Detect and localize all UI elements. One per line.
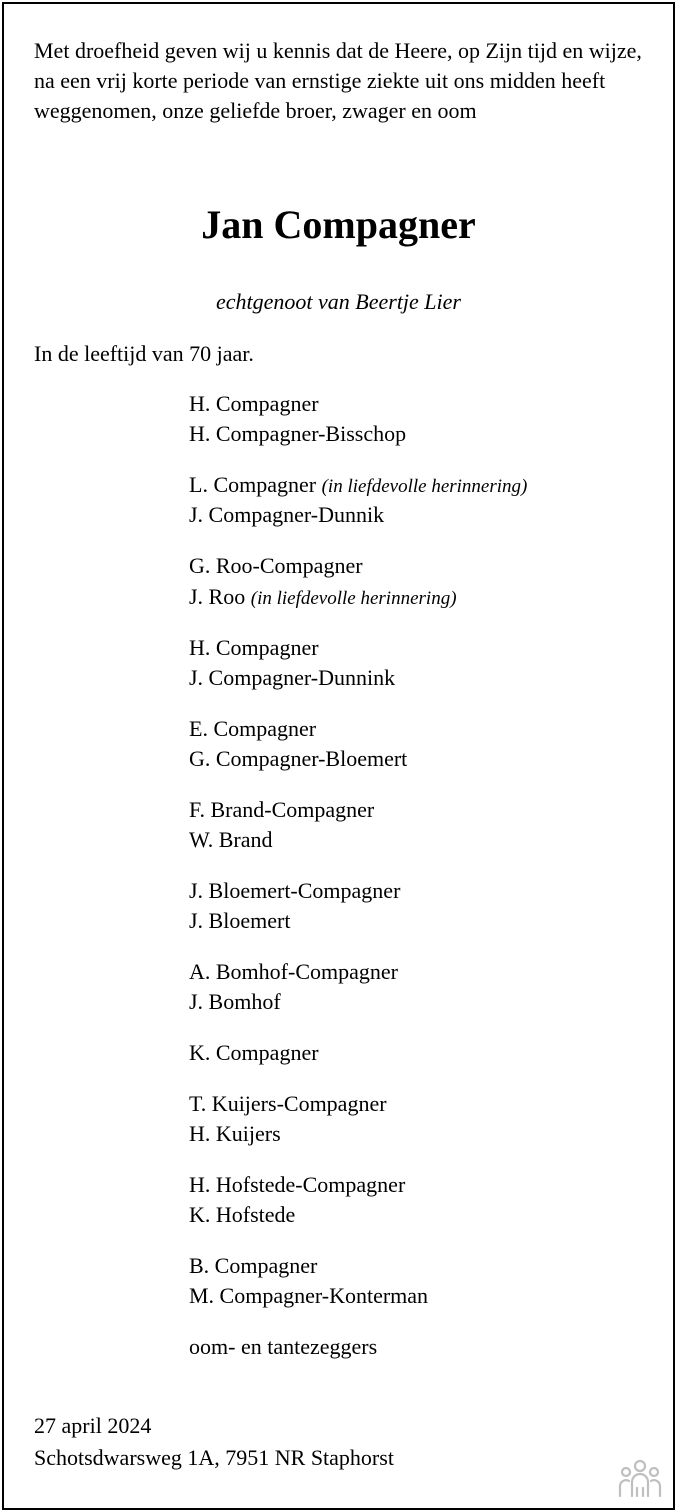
family-line: J. Bomhof xyxy=(189,989,281,1014)
family-line: E. Compagner xyxy=(189,716,317,741)
family-line: H. Compagner-Bisschop xyxy=(189,421,407,446)
memorial-note: (in liefdevolle herinnering) xyxy=(321,476,528,497)
family-line: B. Compagner xyxy=(189,1253,318,1278)
family-line: K. Hofstede xyxy=(189,1202,296,1227)
family-line: H. Compagner xyxy=(189,635,319,660)
notice-date: 27 april 2024 xyxy=(34,1413,152,1438)
family-line: J. Bloemert-Compagner xyxy=(189,878,401,903)
family-line: G. Roo-Compagner xyxy=(189,553,363,578)
address-line: Schotsdwarsweg 1A, 7951 NR Staphorst xyxy=(34,1445,394,1470)
family-line: H. Kuijers xyxy=(189,1121,281,1146)
family-line: G. Compagner-Bloemert xyxy=(189,746,408,771)
intro-text: Met droefheid geven wij u kennis dat de Heere, op Zijn tijd en wijze, na een vrij korte periode van ernstige ziekte uit ons midden heeft weggenomen, onze geliefde broer, zwager en oom xyxy=(34,38,642,123)
spouse-line: echtgenoot van Beertje Lier xyxy=(216,289,461,314)
family-line: W. Brand xyxy=(189,827,273,852)
people-group-icon xyxy=(618,1458,662,1500)
family-line: L. Compagner (in liefdevolle herinnering) xyxy=(189,472,528,497)
deceased-name: Jan Compagner xyxy=(201,202,476,247)
family-line: F. Brand-Compagner xyxy=(189,797,375,822)
family-line: J. Compagner-Dunnink xyxy=(189,665,396,690)
family-line: J. Roo (in liefdevolle herinnering) xyxy=(189,584,457,609)
family-line: J. Bloemert xyxy=(189,908,291,933)
age-line: In de leeftijd van 70 jaar. xyxy=(34,341,254,366)
relatives-line: oom- en tantezeggers xyxy=(189,1334,378,1359)
memorial-note: (in liefdevolle herinnering) xyxy=(250,588,457,609)
family-line: A. Bomhof-Compagner xyxy=(189,959,398,984)
family-line: H. Hofstede-Compagner xyxy=(189,1172,406,1197)
family-line: K. Compagner xyxy=(189,1040,319,1065)
family-line: J. Compagner-Dunnik xyxy=(189,502,385,527)
family-line: T. Kuijers-Compagner xyxy=(189,1091,387,1116)
family-line: H. Compagner xyxy=(189,391,319,416)
family-line: M. Compagner-Konterman xyxy=(189,1283,429,1308)
